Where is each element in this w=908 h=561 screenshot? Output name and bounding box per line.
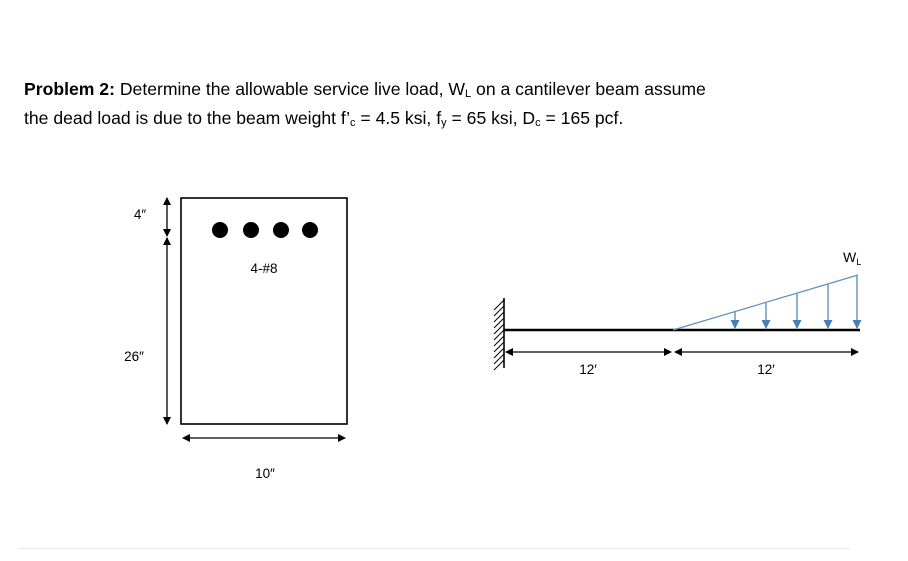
fixed-support-hatch — [494, 300, 504, 370]
load-label: $W_L$ — [843, 249, 862, 267]
fy-value: = 65 ksi, D — [446, 108, 536, 128]
fc-subscript: c — [350, 117, 356, 129]
dc-subscript: c — [535, 117, 541, 129]
problem-text-end: on a cantilever beam assume — [471, 79, 706, 99]
cantilever-beam-diagram — [494, 249, 861, 377]
bottom-divider — [20, 548, 850, 549]
width-dim-label: 10″ — [255, 466, 275, 481]
dc-value: = 165 pcf. — [540, 108, 624, 128]
rebar-2 — [243, 222, 259, 238]
rebar-1 — [212, 222, 228, 238]
problem-text: Determine the allowable service live load, W — [114, 79, 466, 99]
cover-dim-label: 4″ — [133, 207, 147, 222]
triangular-load — [673, 275, 858, 330]
span2-dim-label: 12′ — [757, 362, 775, 377]
section-outline — [181, 198, 347, 424]
problem-line2: the dead load is due to the beam weight f’ — [24, 108, 351, 128]
fy-subscript: y — [441, 117, 447, 129]
depth-dim-label: 26″ — [124, 349, 144, 364]
rebar-label: 4-#8 — [250, 261, 278, 276]
fc-value: = 4.5 ksi, f — [355, 108, 442, 128]
live-load-subscript: L — [465, 88, 472, 100]
problem-label: Problem 2: — [24, 79, 115, 99]
beam-cross-section — [124, 198, 347, 481]
span1-dim-label: 12′ — [579, 362, 597, 377]
rebar-4 — [302, 222, 318, 238]
rebar-3 — [273, 222, 289, 238]
